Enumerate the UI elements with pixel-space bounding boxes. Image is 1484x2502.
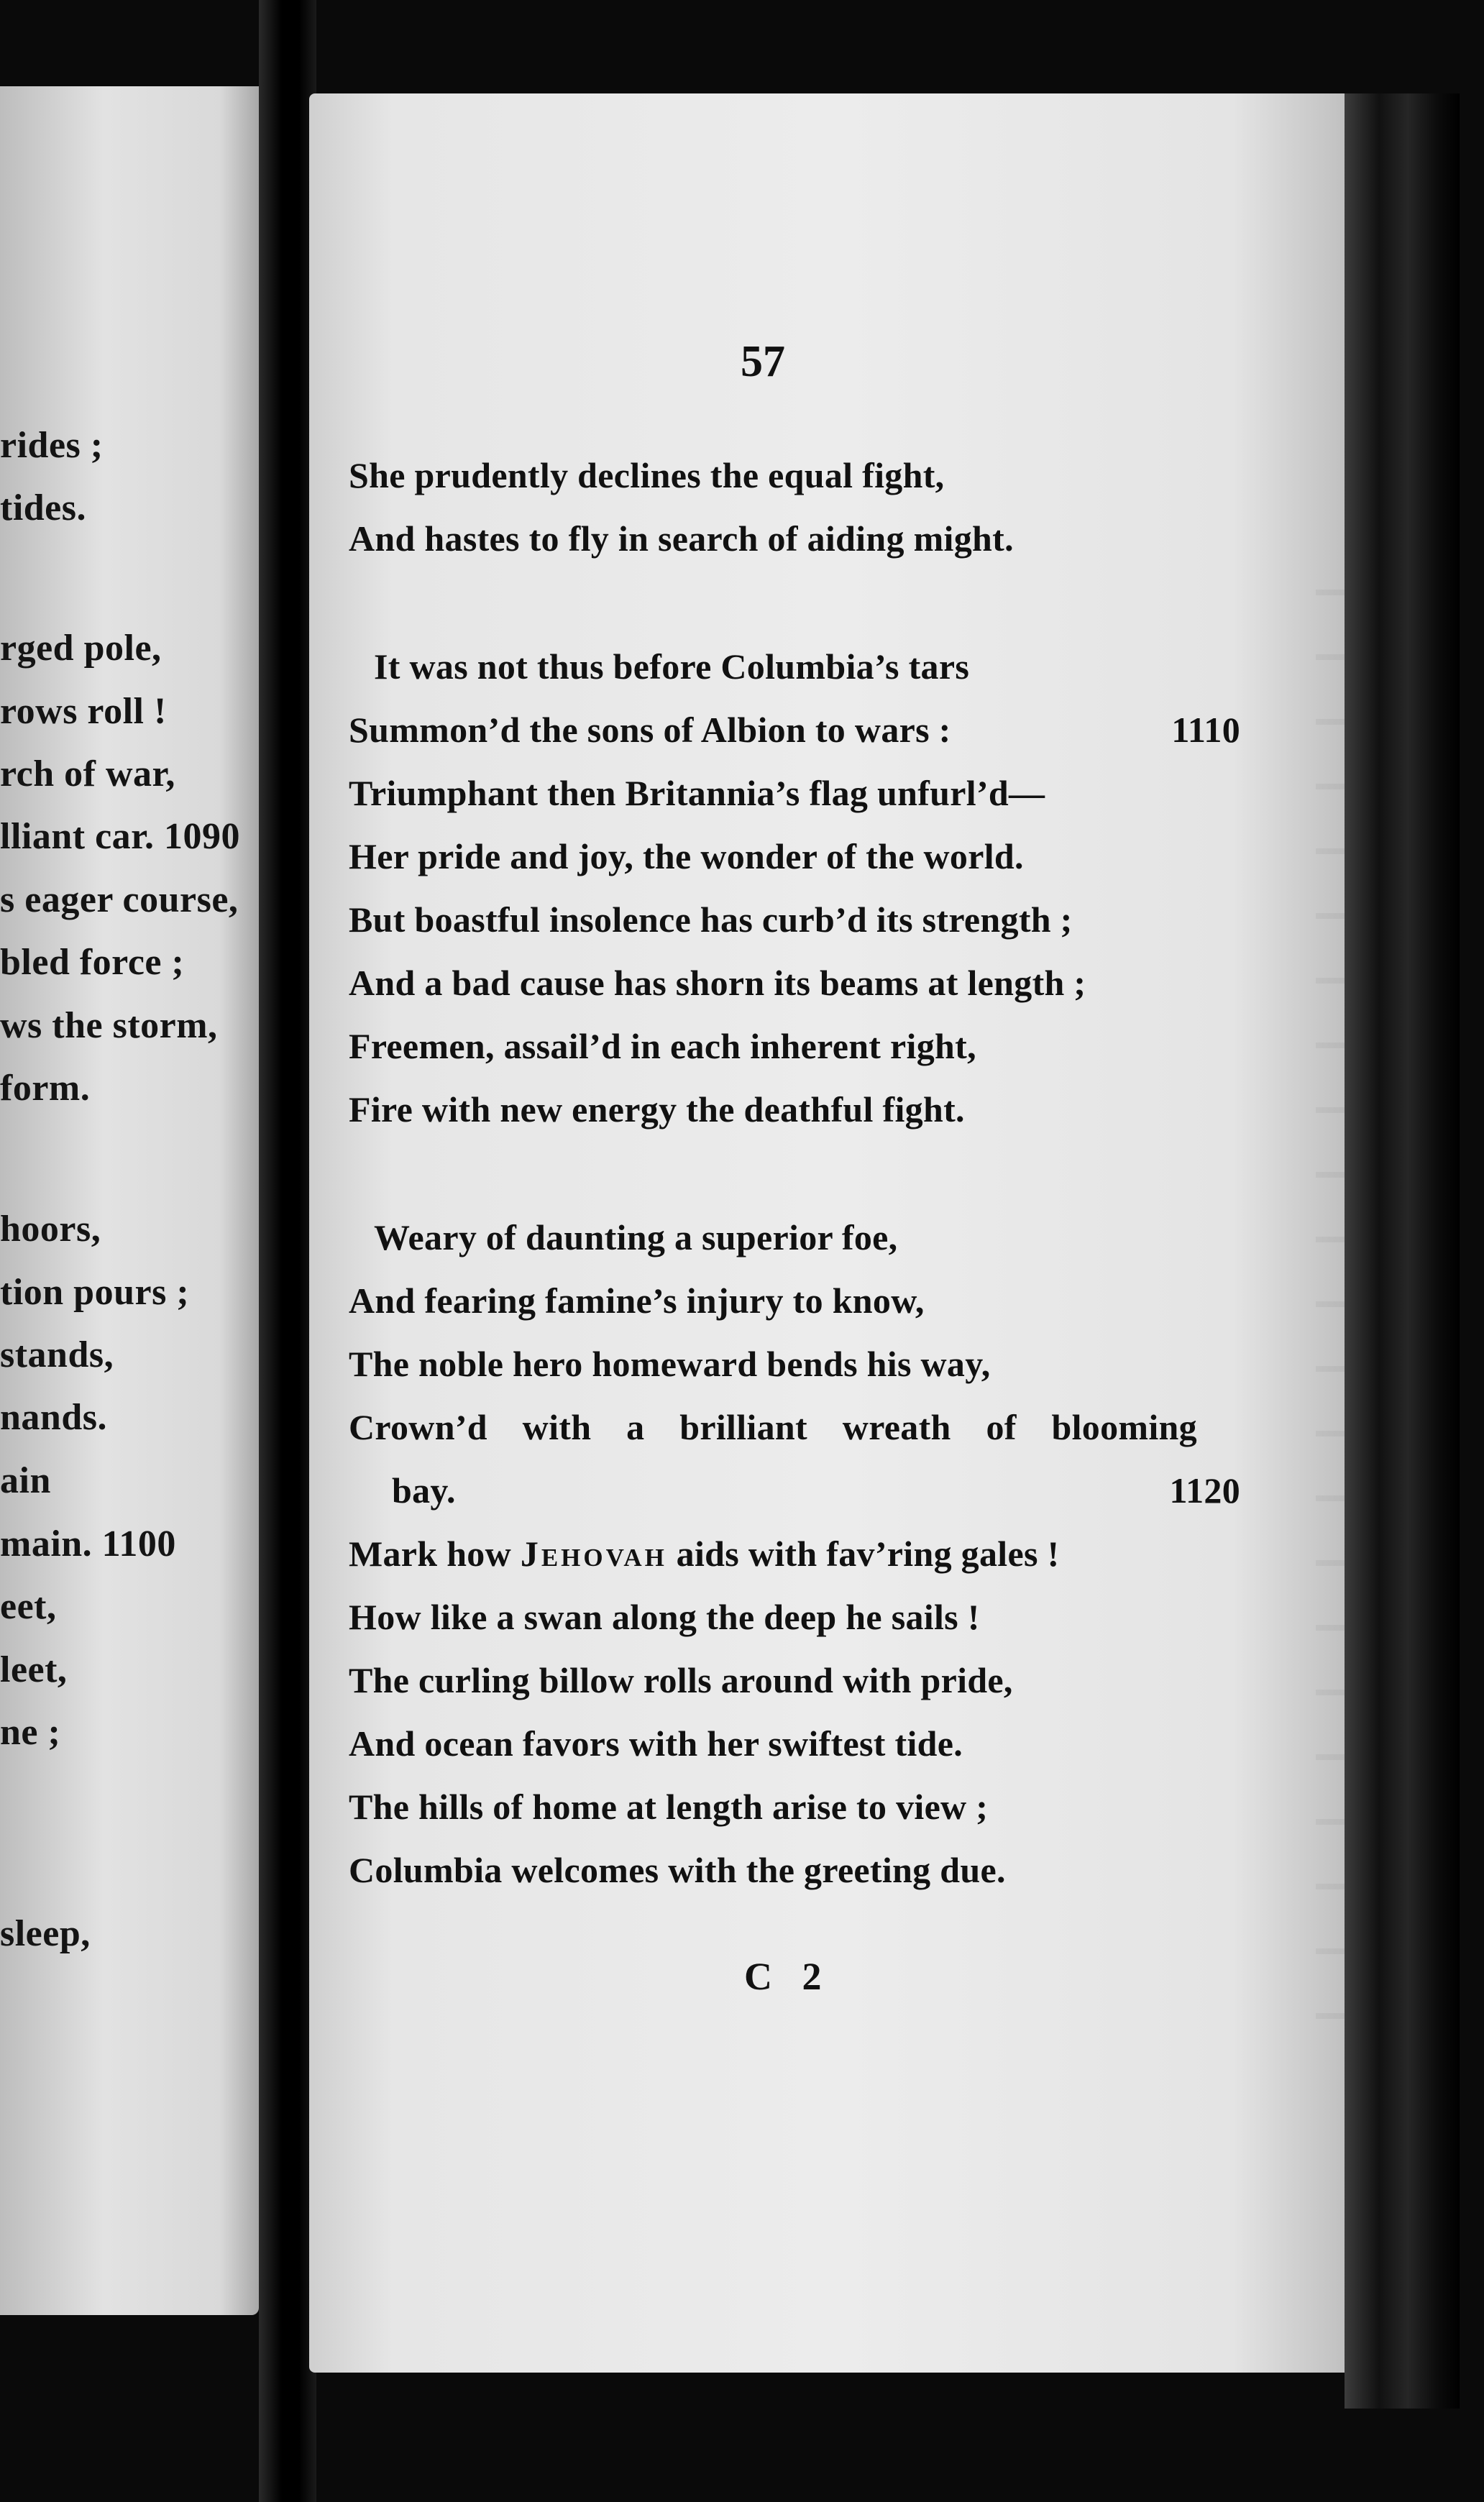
divine-name: Jehovah bbox=[520, 1534, 667, 1574]
left-page-line: ain bbox=[0, 1460, 51, 1501]
verse-word: of bbox=[986, 1407, 1017, 1447]
left-facing-page bbox=[0, 86, 259, 2315]
justified-words bbox=[349, 1406, 1197, 1448]
page-number: 57 bbox=[741, 337, 785, 386]
page-edge-shadow bbox=[1345, 93, 1460, 2409]
verse-text: Mark how bbox=[349, 1534, 521, 1574]
verse-line bbox=[349, 1533, 1240, 1575]
left-page-line: stands, bbox=[0, 1334, 114, 1375]
left-page-line: rch of war, bbox=[0, 753, 175, 794]
left-page-line: sleep, bbox=[0, 1913, 91, 1954]
verse-line: Weary of daunting a superior foe, bbox=[374, 1217, 898, 1257]
left-page-line: ne ; bbox=[0, 1712, 61, 1753]
verse-word: with bbox=[522, 1407, 592, 1447]
verse-text: bay. bbox=[392, 1470, 456, 1511]
verse-line-numbered bbox=[349, 709, 1240, 751]
left-page-line: lliant car. 1090 bbox=[0, 816, 240, 857]
verse-line: And fearing famine’s injury to know, bbox=[349, 1280, 925, 1321]
verse-word: brilliant bbox=[679, 1407, 807, 1447]
verse-line-numbered bbox=[349, 1470, 1240, 1511]
verse-line: And hastes to fly in search of aiding might. bbox=[349, 518, 1014, 559]
left-page-line: tides. bbox=[0, 487, 86, 528]
left-page-line: nands. bbox=[0, 1397, 107, 1438]
line-number: 1120 bbox=[1169, 1470, 1240, 1511]
left-page-line: rows roll ! bbox=[0, 691, 167, 732]
verse-line: Columbia welcomes with the greeting due. bbox=[349, 1850, 1006, 1890]
left-page-line: s eager course, bbox=[0, 879, 239, 920]
left-page-line: rides ; bbox=[0, 425, 104, 466]
left-page-line: leet, bbox=[0, 1649, 68, 1690]
verse-line: Triumphant then Britannia’s flag unfurl’d— bbox=[349, 773, 1045, 813]
verse-line: The noble hero homeward bends his way, bbox=[349, 1344, 991, 1384]
left-page-line: ws the storm, bbox=[0, 1005, 218, 1046]
verse-line: Fire with new energy the deathful fight. bbox=[349, 1089, 965, 1129]
verse-line: Her pride and joy, the wonder of the world. bbox=[349, 836, 1024, 876]
verse-word: Crown’d bbox=[349, 1407, 487, 1447]
verse-word: blooming bbox=[1051, 1407, 1197, 1447]
verse-line: She prudently declines the equal fight, bbox=[349, 455, 945, 495]
left-page-line: main. 1100 bbox=[0, 1523, 176, 1564]
verse-line: Freemen, assail’d in each inherent right, bbox=[349, 1026, 976, 1066]
left-page-line: eet, bbox=[0, 1586, 57, 1627]
verse-line: The hills of home at length arise to view ; bbox=[349, 1787, 989, 1827]
left-page-line: bled force ; bbox=[0, 942, 185, 983]
verse-text: aids with fav’ring gales ! bbox=[667, 1534, 1060, 1574]
verse-line: It was not thus before Columbia’s tars bbox=[374, 646, 970, 687]
verse-line: And a bad cause has shorn its beams at length ; bbox=[349, 963, 1086, 1003]
left-page-line: tion pours ; bbox=[0, 1272, 190, 1313]
left-page-line: form. bbox=[0, 1068, 91, 1109]
verse-line: The curling billow rolls around with pride, bbox=[349, 1660, 1013, 1700]
binding-gutter bbox=[259, 0, 316, 2502]
verse-line-justified bbox=[349, 1406, 1240, 1448]
verse-line: But boastful insolence has curb’d its strength ; bbox=[349, 899, 1073, 940]
verse-word: wreath bbox=[842, 1407, 951, 1447]
verse-line: How like a swan along the deep he sails ! bbox=[349, 1597, 980, 1637]
left-page-line: rged pole, bbox=[0, 628, 162, 669]
signature-mark: C 2 bbox=[744, 1955, 832, 1998]
verse-word: a bbox=[626, 1407, 645, 1447]
verse-text: Summon’d the sons of Albion to wars : bbox=[349, 710, 951, 750]
left-page-line: hoors, bbox=[0, 1209, 101, 1250]
verse-line: And ocean favors with her swiftest tide. bbox=[349, 1723, 963, 1764]
line-number: 1110 bbox=[1171, 710, 1240, 750]
